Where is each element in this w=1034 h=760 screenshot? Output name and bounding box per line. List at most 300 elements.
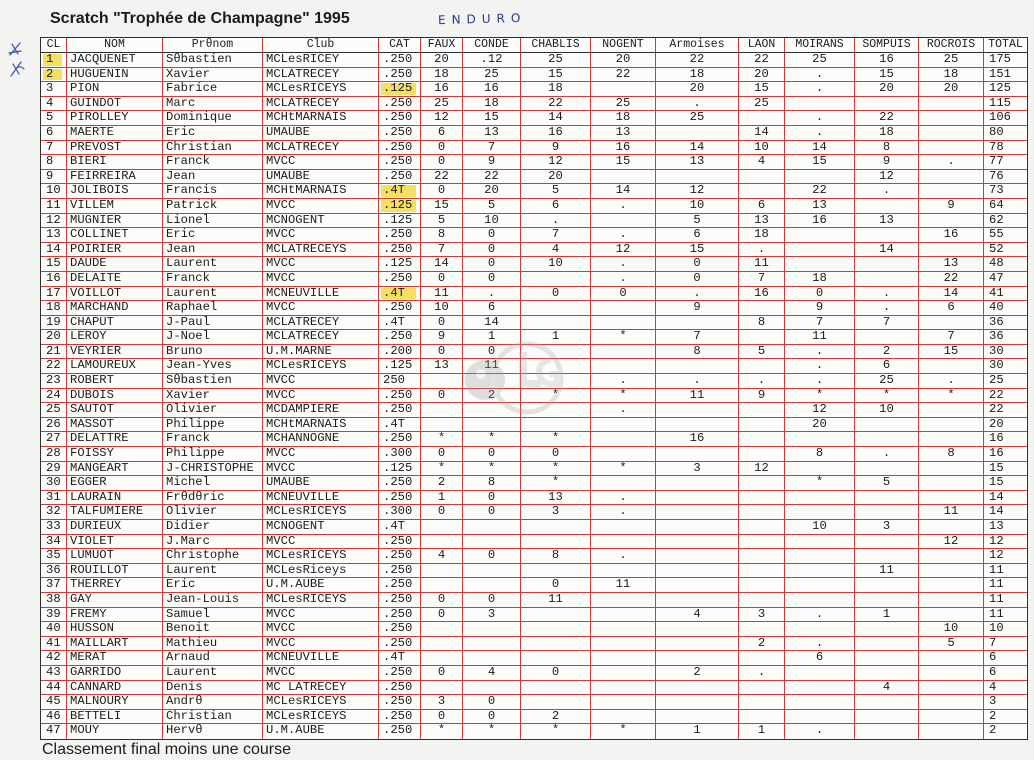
cell-moirans bbox=[785, 593, 855, 607]
table-row bbox=[41, 695, 1027, 710]
cell-sompuis bbox=[855, 622, 919, 636]
table-row bbox=[41, 97, 1027, 112]
cell-cat: .250 bbox=[379, 593, 421, 607]
cell-armoises: . bbox=[656, 287, 739, 301]
cell-faux bbox=[421, 374, 463, 388]
cell-prenom: Andrθ bbox=[163, 695, 263, 709]
cell-moirans: 14 bbox=[785, 141, 855, 155]
cell-club: MVCC bbox=[263, 228, 379, 242]
cell-faux: 18 bbox=[421, 68, 463, 82]
cell-rocrois bbox=[919, 97, 984, 111]
cell-cl: 10 bbox=[41, 184, 67, 198]
cell-conde: 4 bbox=[463, 666, 521, 680]
cell-nom: FOISSY bbox=[67, 447, 163, 461]
cell-total: 15 bbox=[989, 461, 1004, 475]
cell-conde: 0 bbox=[463, 257, 521, 271]
cell-laon: 22 bbox=[739, 53, 785, 67]
cell-club: MCHtMARNAIS bbox=[263, 184, 379, 198]
cell-armoises bbox=[656, 549, 739, 563]
cell-nom: JOLIBOIS bbox=[67, 184, 163, 198]
cell-conde: 14 bbox=[463, 316, 521, 330]
cell-cat: .250 bbox=[379, 126, 421, 140]
cell-laon: 14 bbox=[739, 126, 785, 140]
cell-conde: 0 bbox=[463, 491, 521, 505]
cell-conde: 0 bbox=[463, 228, 521, 242]
cell-total: 15 bbox=[989, 476, 1004, 490]
cell-nom: MAILLART bbox=[67, 637, 163, 651]
table-row bbox=[41, 214, 1027, 229]
cell-total: 30 bbox=[989, 359, 1004, 373]
cell-sompuis bbox=[855, 695, 919, 709]
cell-chablis bbox=[521, 403, 591, 417]
cell-chablis bbox=[521, 608, 591, 622]
cell-moirans: . bbox=[785, 374, 855, 388]
cell-club: MVCC bbox=[263, 535, 379, 549]
cell-rocrois: . bbox=[919, 155, 984, 169]
cell-faux: 0 bbox=[421, 155, 463, 169]
cell-laon bbox=[739, 301, 785, 315]
cell-club: MCHtMARNAIS bbox=[263, 111, 379, 125]
cell-cat: .250 bbox=[379, 97, 421, 111]
cell-nom: DUBOIS bbox=[67, 389, 163, 403]
cell-cl: 32 bbox=[41, 505, 67, 519]
cell-armoises: 22 bbox=[656, 53, 739, 67]
cell-rocrois bbox=[919, 418, 984, 432]
cell-conde bbox=[463, 622, 521, 636]
cell-total: 12 bbox=[989, 549, 1004, 563]
table-row bbox=[41, 68, 1027, 83]
cell-prenom: Patrick bbox=[163, 199, 263, 213]
cell-nom: LAMOUREUX bbox=[67, 359, 163, 373]
cell-nogent bbox=[591, 316, 656, 330]
cell-faux bbox=[421, 520, 463, 534]
cell-chablis: 0 bbox=[521, 578, 591, 592]
cell-sompuis: 9 bbox=[855, 155, 919, 169]
cell-nogent: 13 bbox=[591, 126, 656, 140]
cell-chablis: * bbox=[521, 432, 591, 446]
cell-conde bbox=[463, 535, 521, 549]
cell-moirans: . bbox=[785, 608, 855, 622]
cell-chablis bbox=[521, 359, 591, 373]
cell-prenom: Bruno bbox=[163, 345, 263, 359]
table-row bbox=[41, 374, 1027, 389]
cell-prenom: Raphael bbox=[163, 301, 263, 315]
cell-armoises: 13 bbox=[656, 155, 739, 169]
cell-nogent: 12 bbox=[591, 243, 656, 257]
cell-sompuis: 12 bbox=[855, 170, 919, 184]
cell-nom: DURIEUX bbox=[67, 520, 163, 534]
cell-cl: 42 bbox=[41, 651, 67, 665]
cell-chablis bbox=[521, 681, 591, 695]
cell-chablis: 0 bbox=[521, 666, 591, 680]
cell-faux: 0 bbox=[421, 184, 463, 198]
cell-prenom: Laurent bbox=[163, 287, 263, 301]
cell-moirans: . bbox=[785, 637, 855, 651]
cell-conde: 10 bbox=[463, 214, 521, 228]
table-row bbox=[41, 681, 1027, 696]
cell-moirans: 16 bbox=[785, 214, 855, 228]
cell-cat: .250 bbox=[379, 243, 421, 257]
cell-total: 13 bbox=[989, 520, 1004, 533]
cell-total: 125 bbox=[989, 82, 1011, 96]
cell-prenom: J-CHRISTOPHE bbox=[163, 462, 263, 476]
cell-laon bbox=[739, 681, 785, 695]
cell-faux: 5 bbox=[421, 214, 463, 228]
cell-nogent: 18 bbox=[591, 111, 656, 125]
cell-rocrois bbox=[919, 432, 984, 446]
cell-nogent: . bbox=[591, 199, 656, 213]
cell-laon bbox=[739, 403, 785, 417]
cell-rocrois bbox=[919, 578, 984, 592]
table-row bbox=[41, 637, 1027, 652]
cell-prenom: Dominique bbox=[163, 111, 263, 125]
cell-prenom: Philippe bbox=[163, 447, 263, 461]
cell-laon bbox=[739, 593, 785, 607]
cell-nogent bbox=[591, 564, 656, 578]
cell-laon: 25 bbox=[739, 97, 785, 111]
cell-total: 78 bbox=[989, 140, 1004, 154]
cell-nogent bbox=[591, 593, 656, 607]
cell-total: 14 bbox=[989, 490, 1004, 504]
cell-faux: 0 bbox=[421, 505, 463, 519]
cell-laon: 1 bbox=[739, 724, 785, 739]
cell-total: 22 bbox=[989, 403, 1004, 417]
page-title: Scratch "Trophée de Champagne" 1995 bbox=[50, 10, 350, 27]
cell-laon bbox=[739, 622, 785, 636]
cell-faux: 13 bbox=[421, 359, 463, 373]
table-row bbox=[41, 651, 1027, 666]
cell-laon bbox=[739, 476, 785, 490]
table-row bbox=[41, 141, 1027, 156]
cell-prenom: Christian bbox=[163, 141, 263, 155]
cell-club: MCLATRECEYS bbox=[263, 243, 379, 257]
cell-nom: DELAITE bbox=[67, 272, 163, 286]
cell-rocrois bbox=[919, 141, 984, 155]
cell-nom: TALFUMIERE bbox=[67, 505, 163, 519]
cell-sompuis: 10 bbox=[855, 403, 919, 417]
cell-cl: 16 bbox=[41, 272, 67, 286]
cell-armoises: 12 bbox=[656, 184, 739, 198]
cell-nom: CANNARD bbox=[67, 681, 163, 695]
cell-nom: GAY bbox=[67, 593, 163, 607]
cell-rocrois bbox=[919, 608, 984, 622]
cell-rocrois: 22 bbox=[919, 272, 984, 286]
cell-moirans: . bbox=[785, 111, 855, 125]
cell-total: 77 bbox=[989, 155, 1004, 169]
cell-cl: 26 bbox=[41, 418, 67, 432]
cell-cl: 21 bbox=[41, 345, 67, 359]
cell-conde bbox=[463, 418, 521, 432]
cell-chablis: 22 bbox=[521, 97, 591, 111]
cell-cl: 6 bbox=[41, 126, 67, 140]
cell-sompuis: 7 bbox=[855, 316, 919, 330]
cell-chablis bbox=[521, 535, 591, 549]
cell-faux: 15 bbox=[421, 199, 463, 213]
cell-nom: VILLEM bbox=[67, 199, 163, 213]
cell-nogent bbox=[591, 622, 656, 636]
cell-cl: 38 bbox=[41, 593, 67, 607]
cell-nogent bbox=[591, 82, 656, 96]
cell-cl: 2 bbox=[41, 68, 67, 82]
cell-nom: PIROLLEY bbox=[67, 111, 163, 125]
cell-chablis: 10 bbox=[521, 257, 591, 271]
cell-conde: 0 bbox=[463, 549, 521, 563]
table-row bbox=[41, 578, 1027, 593]
cell-club: MCLATRECEY bbox=[263, 330, 379, 344]
cell-cl: 43 bbox=[41, 666, 67, 680]
cell-sompuis bbox=[855, 272, 919, 286]
cell-sompuis bbox=[855, 637, 919, 651]
cell-faux: 8 bbox=[421, 228, 463, 242]
cell-armoises bbox=[656, 505, 739, 519]
cell-total: 115 bbox=[989, 96, 1011, 110]
cell-conde: 0 bbox=[463, 447, 521, 461]
cell-total: 12 bbox=[989, 534, 1004, 548]
cell-cat: .250 bbox=[379, 724, 421, 739]
cell-chablis: 25 bbox=[521, 53, 591, 67]
cell-conde: 9 bbox=[463, 155, 521, 169]
cell-total: 80 bbox=[989, 125, 1004, 139]
cell-chablis: 7 bbox=[521, 228, 591, 242]
cell-cat: .250 bbox=[379, 301, 421, 315]
cell-rocrois bbox=[919, 491, 984, 505]
cell-cat: .250 bbox=[379, 549, 421, 563]
cell-conde bbox=[463, 374, 521, 388]
cell-nom: ROBERT bbox=[67, 374, 163, 388]
cell-rocrois bbox=[919, 126, 984, 140]
cell-nogent bbox=[591, 608, 656, 622]
cell-prenom: Jean bbox=[163, 170, 263, 184]
cell-prenom: Mathieu bbox=[163, 637, 263, 651]
cell-moirans: * bbox=[785, 389, 855, 403]
cell-rocrois bbox=[919, 214, 984, 228]
cell-rocrois: . bbox=[919, 374, 984, 388]
cell-prenom: Eric bbox=[163, 126, 263, 140]
cell-chablis bbox=[521, 637, 591, 651]
cell-rocrois bbox=[919, 724, 984, 739]
cell-nogent bbox=[591, 681, 656, 695]
cell-nogent: . bbox=[591, 272, 656, 286]
table-row bbox=[41, 476, 1027, 491]
cell-cl: 40 bbox=[41, 622, 67, 636]
cell-nogent: . bbox=[591, 374, 656, 388]
cell-prenom: Didier bbox=[163, 520, 263, 534]
cell-armoises: . bbox=[656, 374, 739, 388]
cell-laon: 13 bbox=[739, 214, 785, 228]
cell-cl: 41 bbox=[41, 637, 67, 651]
cell-moirans bbox=[785, 505, 855, 519]
cell-laon bbox=[739, 111, 785, 125]
cell-total: 36 bbox=[989, 330, 1004, 344]
cell-laon: 18 bbox=[739, 228, 785, 242]
cell-total: 55 bbox=[989, 228, 1004, 242]
cell-cl: 14 bbox=[41, 243, 67, 257]
cell-chablis: 12 bbox=[521, 155, 591, 169]
cell-armoises bbox=[656, 359, 739, 373]
cell-total: 30 bbox=[989, 344, 1004, 358]
cell-moirans bbox=[785, 681, 855, 695]
cell-moirans: 9 bbox=[785, 301, 855, 315]
cell-chablis: . bbox=[521, 214, 591, 228]
cell-moirans bbox=[785, 549, 855, 563]
cell-chablis: 13 bbox=[521, 491, 591, 505]
cell-nom: MANGEART bbox=[67, 462, 163, 476]
cell-cat: 250 bbox=[379, 374, 421, 388]
cell-faux: 1 bbox=[421, 491, 463, 505]
cell-cl: 30 bbox=[41, 476, 67, 490]
cell-sompuis bbox=[855, 578, 919, 592]
cell-cat: .250 bbox=[379, 170, 421, 184]
cell-club: MCLesRICEYS bbox=[263, 549, 379, 563]
cell-nom: MARCHAND bbox=[67, 301, 163, 315]
cell-armoises bbox=[656, 695, 739, 709]
cell-moirans bbox=[785, 257, 855, 271]
cell-chablis bbox=[521, 651, 591, 665]
cell-armoises: 3 bbox=[656, 462, 739, 476]
cell-cl: 39 bbox=[41, 608, 67, 622]
cell-prenom: Denis bbox=[163, 681, 263, 695]
cell-nogent: 16 bbox=[591, 141, 656, 155]
cell-club: UMAUBE bbox=[263, 126, 379, 140]
cell-sompuis: 15 bbox=[855, 68, 919, 82]
cell-faux: 0 bbox=[421, 272, 463, 286]
cell-nom: COLLINET bbox=[67, 228, 163, 242]
cell-moirans: 11 bbox=[785, 330, 855, 344]
cell-cat: .250 bbox=[379, 564, 421, 578]
cell-prenom: Franck bbox=[163, 272, 263, 286]
cell-cl: 9 bbox=[41, 170, 67, 184]
cell-armoises: . bbox=[656, 97, 739, 111]
cell-chablis: 5 bbox=[521, 184, 591, 198]
cell-sompuis bbox=[855, 491, 919, 505]
cell-nom: THERREY bbox=[67, 578, 163, 592]
cell-conde: 0 bbox=[463, 695, 521, 709]
cell-cat: .4T bbox=[379, 184, 421, 198]
cell-chablis: 15 bbox=[521, 68, 591, 82]
table-row bbox=[41, 272, 1027, 287]
cell-cat: .250 bbox=[379, 389, 421, 403]
cell-chablis: 2 bbox=[521, 710, 591, 724]
cell-prenom: Lionel bbox=[163, 214, 263, 228]
cell-sompuis bbox=[855, 710, 919, 724]
cell-moirans bbox=[785, 228, 855, 242]
cell-cat: .4T bbox=[379, 651, 421, 665]
cell-armoises bbox=[656, 535, 739, 549]
cell-rocrois: 15 bbox=[919, 345, 984, 359]
table-row bbox=[41, 170, 1027, 185]
cell-nogent: * bbox=[591, 330, 656, 344]
handwritten-mark-icon bbox=[4, 40, 34, 80]
cell-conde: 16 bbox=[463, 82, 521, 96]
cell-sompuis: 2 bbox=[855, 345, 919, 359]
cell-faux: 0 bbox=[421, 666, 463, 680]
cell-total: 14 bbox=[989, 505, 1004, 519]
cell-club: MCHtMARNAIS bbox=[263, 418, 379, 432]
handwritten-label: ENDURO bbox=[437, 10, 527, 28]
cell-nogent: 14 bbox=[591, 184, 656, 198]
cell-nom: EGGER bbox=[67, 476, 163, 490]
cell-faux: 2 bbox=[421, 476, 463, 490]
cell-conde: .12 bbox=[463, 53, 521, 67]
cell-moirans: 15 bbox=[785, 155, 855, 169]
column-header-moirans: MOIRANS bbox=[785, 38, 855, 52]
cell-nogent bbox=[591, 214, 656, 228]
cell-total: 11 bbox=[989, 563, 1004, 577]
cell-conde: 2 bbox=[463, 389, 521, 403]
cell-cat: .250 bbox=[379, 155, 421, 169]
cell-moirans: . bbox=[785, 724, 855, 739]
cell-cat: .250 bbox=[379, 228, 421, 242]
cell-cl: 8 bbox=[41, 155, 67, 169]
cell-laon bbox=[739, 418, 785, 432]
table-row bbox=[41, 710, 1027, 725]
cell-cat: .250 bbox=[379, 432, 421, 446]
cell-moirans bbox=[785, 432, 855, 446]
cell-laon: 15 bbox=[739, 82, 785, 96]
cell-cl: 37 bbox=[41, 578, 67, 592]
cell-club: MVCC bbox=[263, 462, 379, 476]
cell-armoises bbox=[656, 170, 739, 184]
cell-cat: .125 bbox=[379, 199, 421, 213]
cell-laon bbox=[739, 491, 785, 505]
cell-faux bbox=[421, 637, 463, 651]
cell-moirans: . bbox=[785, 68, 855, 82]
cell-rocrois bbox=[919, 681, 984, 695]
cell-chablis: * bbox=[521, 389, 591, 403]
cell-nom: BETTELI bbox=[67, 710, 163, 724]
cell-moirans bbox=[785, 622, 855, 636]
cell-rocrois bbox=[919, 564, 984, 578]
cell-conde: 18 bbox=[463, 97, 521, 111]
cell-nogent: 22 bbox=[591, 68, 656, 82]
cell-cl: 44 bbox=[41, 681, 67, 695]
cell-armoises: 6 bbox=[656, 228, 739, 242]
cell-nogent: 25 bbox=[591, 97, 656, 111]
table-row bbox=[41, 330, 1027, 345]
cell-conde: * bbox=[463, 432, 521, 446]
table-row bbox=[41, 666, 1027, 681]
cell-nom: MAERTE bbox=[67, 126, 163, 140]
cell-prenom: Laurent bbox=[163, 564, 263, 578]
table-row bbox=[41, 359, 1027, 374]
cell-faux: 10 bbox=[421, 301, 463, 315]
cell-cl: 25 bbox=[41, 403, 67, 417]
cell-nom: PREVOST bbox=[67, 141, 163, 155]
cell-cl: 11 bbox=[41, 199, 67, 213]
cell-conde: 0 bbox=[463, 710, 521, 724]
cell-club: MCNEUVILLE bbox=[263, 651, 379, 665]
cell-cat: .4T bbox=[379, 287, 421, 301]
cell-total: 7 bbox=[989, 636, 997, 650]
cell-prenom: Michel bbox=[163, 476, 263, 490]
cell-armoises: 20 bbox=[656, 82, 739, 96]
cell-laon: 12 bbox=[739, 462, 785, 476]
cell-armoises: 16 bbox=[656, 432, 739, 446]
cell-rocrois: 10 bbox=[919, 622, 984, 636]
cell-chablis bbox=[521, 316, 591, 330]
cell-rocrois bbox=[919, 462, 984, 476]
table-row bbox=[41, 316, 1027, 331]
cell-laon bbox=[739, 651, 785, 665]
cell-armoises: 9 bbox=[656, 301, 739, 315]
column-header-laon: LAON bbox=[739, 38, 785, 52]
cell-faux: 0 bbox=[421, 593, 463, 607]
cell-total: 52 bbox=[989, 242, 1004, 256]
cell-cl: 29 bbox=[41, 462, 67, 476]
cell-rocrois: 6 bbox=[919, 301, 984, 315]
cell-laon: 10 bbox=[739, 141, 785, 155]
cell-chablis: 9 bbox=[521, 141, 591, 155]
